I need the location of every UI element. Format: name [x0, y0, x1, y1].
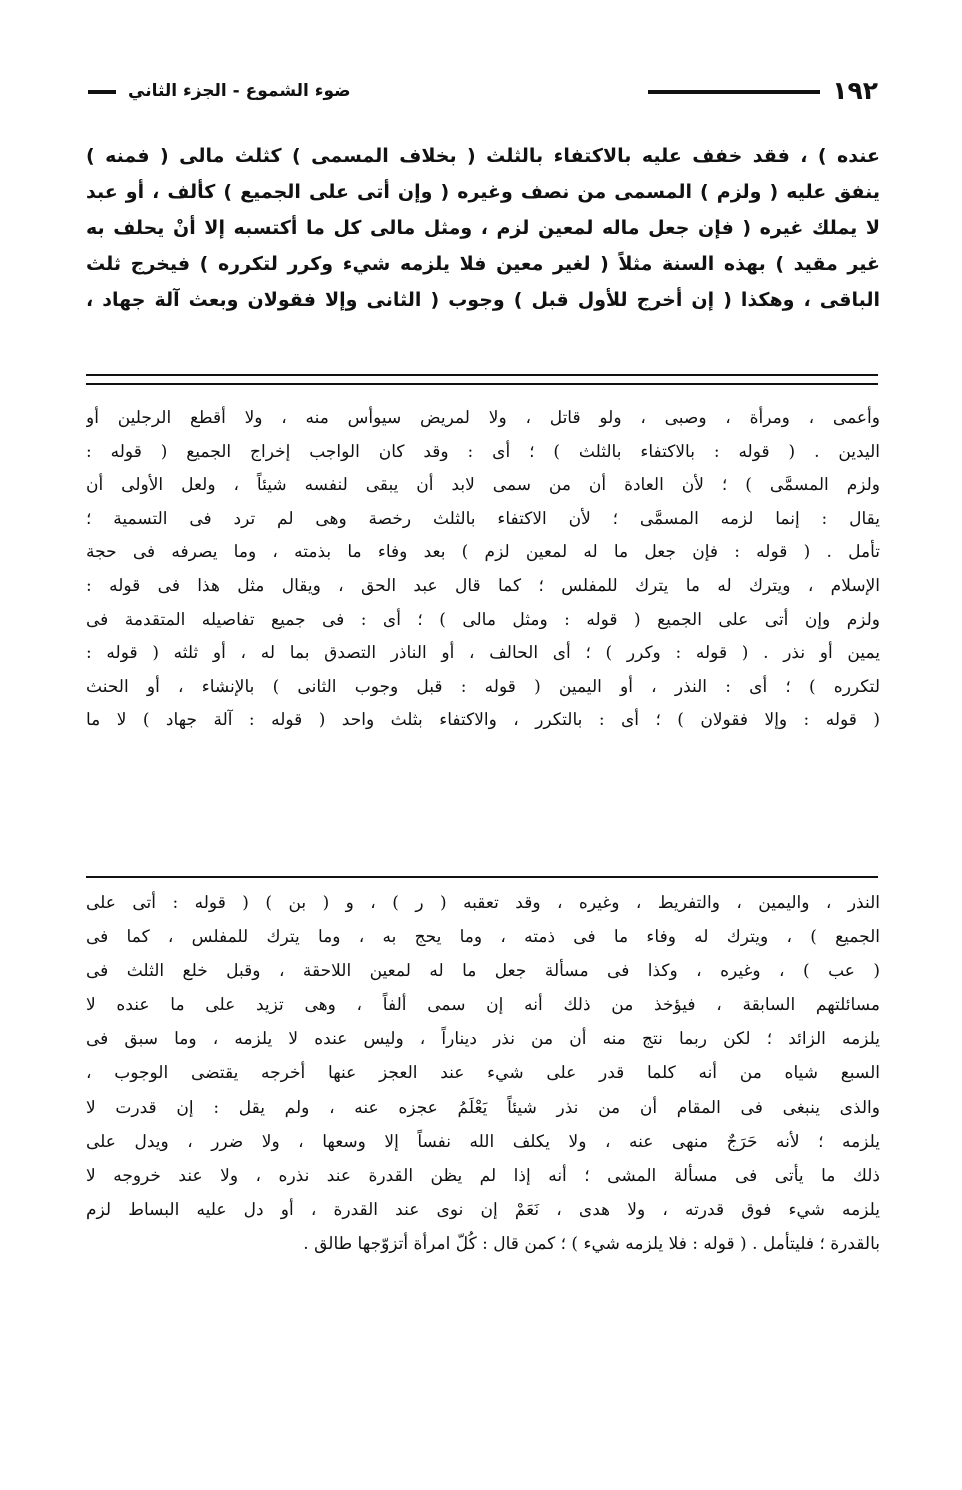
- footnote-line: يلزمه الزائد ؛ لكن ربما نتج منه أن من نذر ديناراً ، وليس عنده لا يلزمه ، وما سبق فى: [86, 1029, 880, 1050]
- main-line: ينفق عليه ( ولزم ) المسمى من نصف وغيره ( وإن أتى على الجميع ) كألف ، أو عبد: [86, 181, 880, 203]
- running-header: [88, 74, 878, 114]
- footnote-line: والذى ينبغى فى المقام أن من نذر شيئاً يَعْلَمُ عجزه عنه ، ولم يقل : إن قدرت لا: [86, 1097, 880, 1118]
- header-rule-right: [648, 90, 820, 94]
- commentary-line: لتكرره ) ؛ أى : النذر ، أو اليمين ( قوله : قبل وجوب الثانى ) بالإنشاء ، أو الحنث: [86, 676, 880, 697]
- commentary-line: يقال : إنما لزمه المسمَّى ؛ لأن الاكتفاء بالثلث رخصة وهى لم ترد فى التسمية ؛: [86, 508, 880, 529]
- commentary-line: وأعمى ، ومرأة ، وصبى ، ولو قاتل ، ولا لمريض سيوأس منه ، ولا أقطع الرجلين أو: [86, 408, 880, 428]
- footnote-line: يلزمه شيء فوق قدرته ، ولا هدى ، نَعَمْ إن نوى عند القدرة ، أو دل عليه البساط لزم: [86, 1199, 880, 1220]
- commentary-line: ( قوله : وإلا فقولان ) ؛ أى : بالتكرر ، والاكتفاء بثلث واحد ( قوله : آلة جهاد ) لا ما: [86, 710, 880, 731]
- footnote-text: [86, 886, 880, 1261]
- footnote-line: بالقدرة ؛ فليتأمل . ( قوله : فلا يلزمه شيء ) ؛ كمن قال : كُلّ امرأة أتزوّجها طالق .: [303, 1233, 880, 1254]
- footnote-line: النذر ، واليمين ، والتفريط ، وغيره ، وقد تعقبه ( ر ) ، و ( بن ) ( قوله : أتى على: [86, 893, 880, 913]
- header-rule-left: [88, 90, 116, 94]
- double-divider: [86, 374, 878, 385]
- footnote-line: مسائلتهم السابقة ، فيؤخذ من ذلك أنه إن سمى ألفاً ، وهى تزيد على ما عنده لا: [86, 995, 880, 1016]
- main-line: عنده ) ، فقد خفف عليه بالاكتفاء بالثلث ( بخلاف المسمى ) كثلث مالى ( فمنه ): [86, 145, 880, 167]
- commentary-line: يمين أو نذر . ( قوله : وكرر ) ؛ أى الحالف ، أو الناذر التصدق بما له ، أو ثلثه ( قوله :: [86, 643, 880, 664]
- main-line: غير مقيد ) بهذه السنة مثلاً ( لغير معين فلا يلزمه شيء وكرر لتكرره ) فيخرج ثلث: [86, 253, 880, 275]
- commentary-line: ولزم وإن أتى على الجميع ( قوله : ومثل مالى ) ؛ أى : فى جميع تفاصيله المتقدمة فى: [86, 609, 880, 630]
- commentary-line: تأمل . ( قوله : فإن جعل ما له لمعين لزم ) بعد وفاء ما بذمته ، وما يصرفه فى حجة: [86, 542, 880, 563]
- footnote-line: ( عب ) ، وغيره ، وكذا فى مسألة جعل ما له لمعين اللاحقة ، وقبل خلع الثلث فى: [86, 961, 880, 982]
- footnote-line: يلزمه ؛ لأنه حَرَجٌ منهى عنه ، ولا يكلف الله نفساً إلا وسعها ، ولا ضرر ، ويدل على: [86, 1131, 880, 1152]
- book-title: ضوء الشموع - الجزء الثاني: [128, 81, 351, 101]
- commentary-text: [86, 402, 880, 738]
- page-number: ١٩٢: [832, 76, 878, 105]
- footnote-line: الجميع ) ، ويترك له وفاء ما فى ذمته ، وما يحج به ، وما يترك للمفلس ، كما فى: [86, 927, 880, 948]
- commentary-line: الإسلام ، ويترك له ما يترك للمفلس ؛ كما قال عبد الحق ، ويقال مثل هذا فى قوله :: [86, 575, 880, 596]
- main-line: الباقى ، وهكذا ( إن أخرج للأول قبل ) وجوب ( الثانى وإلا فقولان وبعث آلة جهاد ،: [86, 289, 880, 311]
- main-text: [86, 138, 880, 318]
- commentary-line: ولزم المسمَّى ) ؛ لأن العادة أن من سمى لابد أن يبقى لنفسه شيئاً ، ولعل الأولى أن: [86, 475, 880, 496]
- main-line: لا يملك غيره ( فإن جعل ماله لمعين لزم ، ومثل مالى كل ما أكتسبه إلا أنْ يحلف به: [86, 217, 880, 239]
- footnote-line: ذلك ما يأتى فى مسألة المشى ؛ أنه إذا لم يظن القدرة عند نذره ، ولا عند خروجه لا: [86, 1165, 880, 1186]
- single-divider: [86, 876, 878, 878]
- commentary-line: اليدين . ( قوله : بالاكتفاء بالثلث ) ؛ أى : وقد كان الواجب إخراج الجميع ( قوله :: [86, 441, 880, 462]
- footnote-line: السبع شياه من أنه كلما قدر على شيء عند العجز عنها أخرجه يقتضى الوجوب ،: [86, 1063, 880, 1084]
